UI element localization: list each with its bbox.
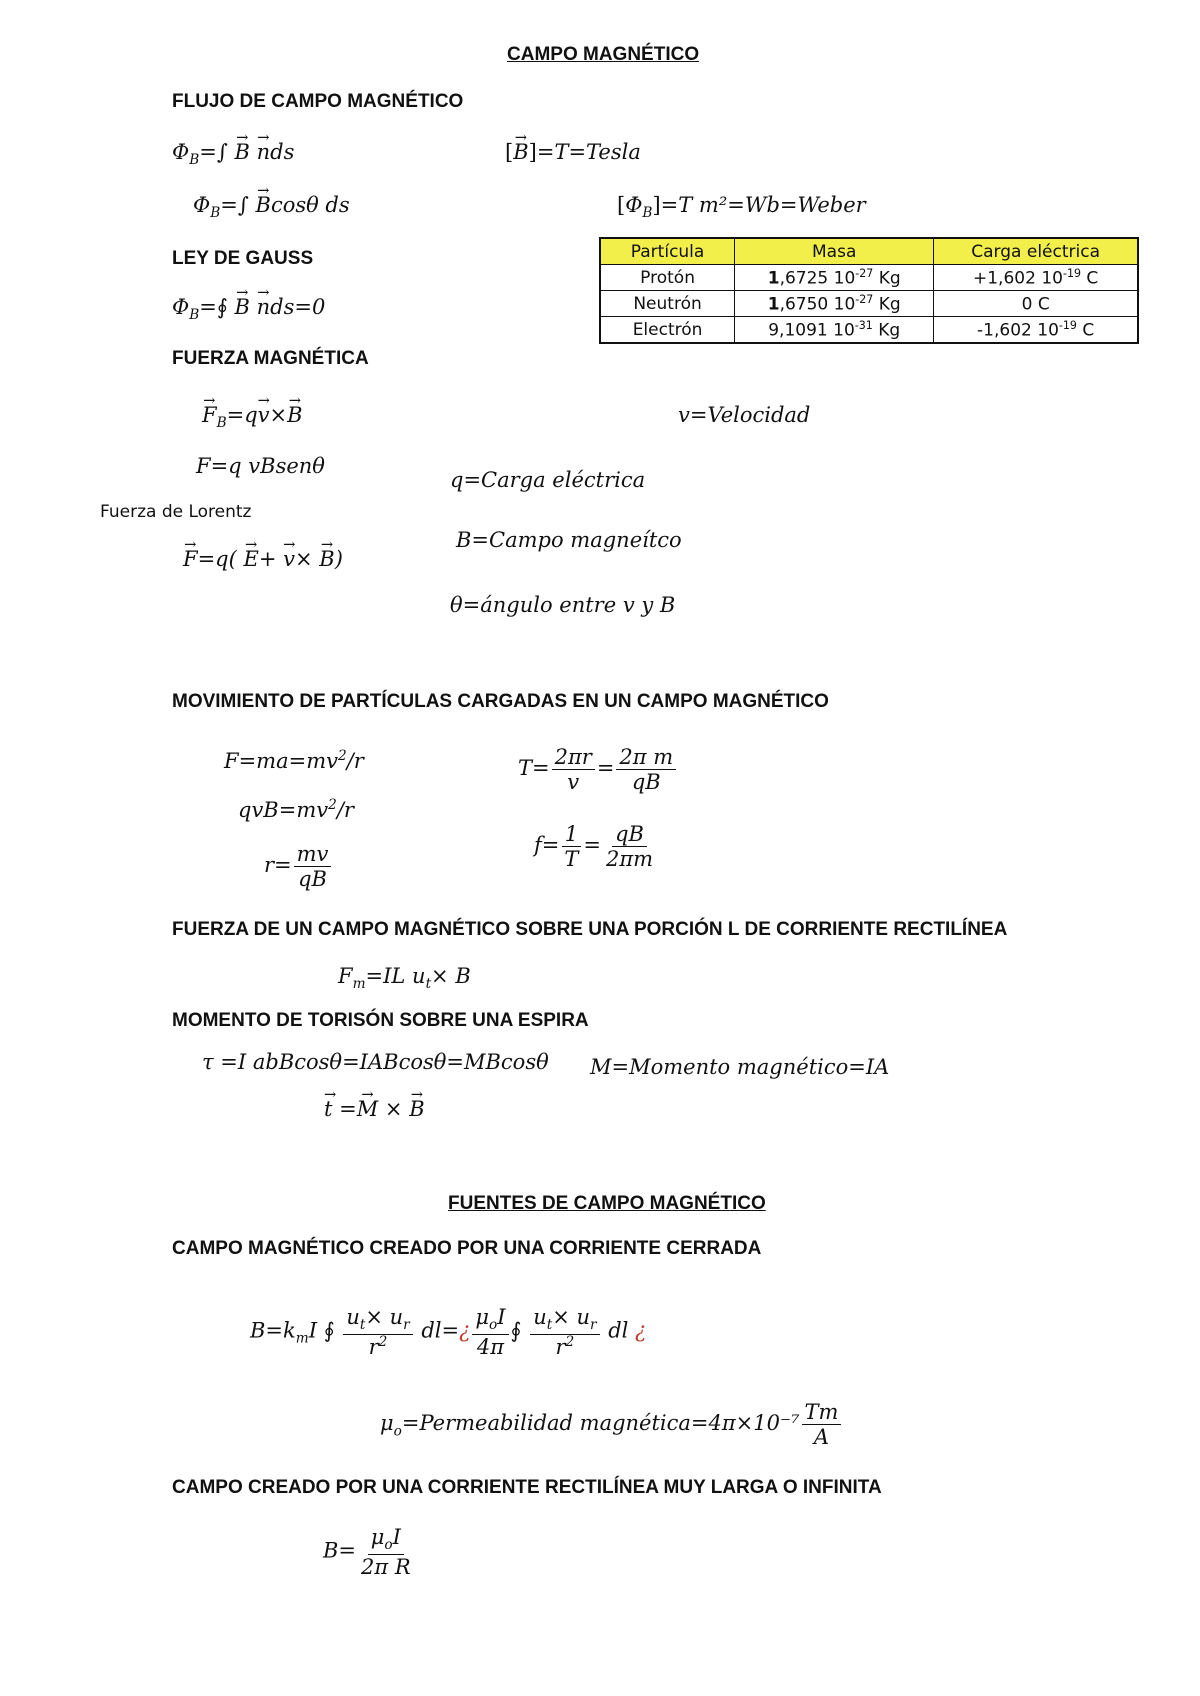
equation-flux-cos: $\Phi_B=\int \to Bcos\theta$ ds <box>193 193 350 221</box>
label-lorentz: Fuerza de Lorentz <box>100 502 252 522</box>
equation-period: T= $\frac{2\pi r}{v}$ = $\frac{\text{2π m}}{qB}$ <box>518 745 678 794</box>
permeability-label: =Permeabilidad magnética=4π×10⁻⁷ <box>401 1411 800 1436</box>
equation-frequency: f= $\frac{1}{T}$ = $\frac{qB}{2\pi m}$ <box>534 822 654 872</box>
table-row <box>600 291 1138 317</box>
section-heading-flujo: FLUJO DE CAMPO MAGNÉTICO <box>172 91 464 112</box>
weber-label: =T m²=Wb=Weber <box>660 193 866 217</box>
section-heading-corriente-cerrada: CAMPO MAGNÉTICO CREADO POR UNA CORRIENTE CERRADA <box>172 1238 762 1259</box>
section-heading-momento: MOMENTO DE TORISÓN SOBRE UNA ESPIRA <box>172 1010 589 1031</box>
fuentes-title: FUENTES DE CAMPO MAGNÉTICO <box>448 1193 766 1214</box>
equation-newton: $F=ma=mv^2/r$ <box>224 748 364 773</box>
label-carga: q=Carga eléctrica <box>450 468 646 492</box>
section-heading-movimiento: MOVIMIENTO DE PARTÍCULAS CARGADAS EN UN CAMPO MAGNÉTICO <box>172 691 829 712</box>
table-row <box>600 265 1138 291</box>
label-campo: B=Campo magneítco <box>456 528 682 552</box>
equation-radius: r= $\frac{mv}{qB}$ <box>264 842 333 891</box>
particle-table-header <box>600 238 1138 265</box>
particle-charge: +1,602 $10^{-19}$ C <box>934 265 1138 291</box>
equation-torque-vector: → t =→ M × → B <box>324 1097 425 1121</box>
label-velocidad: v=Velocidad <box>678 403 811 427</box>
particle-table <box>599 237 1139 344</box>
header-carga: Carga eléctrica <box>934 238 1138 265</box>
header-particula: Partícula <box>600 238 735 265</box>
equation-flux-integral: $\Phi_B=\int \to B$ → nds <box>172 140 294 168</box>
tesla-label: =T=Tesla <box>536 140 641 164</box>
equation-permeability: $\mu_o=Permeabilidad$ magnética=4π×10⁻⁷ $\frac{Tm}{A}$ <box>380 1400 843 1449</box>
equation-infinite-wire: B= $\frac{\mu_oI}{\text{2π R}}$ <box>323 1525 411 1579</box>
equation-force-vector: → $F_B=q\to v\times\to B$ <box>202 403 303 431</box>
label-momento-magnetico: M=Momento magnético=IA <box>590 1055 890 1079</box>
particle-charge: -1,602 $10^{-19}$ C <box>934 317 1138 344</box>
particle-mass: 9,1091 $10^{-31}$ Kg <box>735 317 934 344</box>
equation-biot-savart: $B=k_mI$ ∮ $\frac{u_t\times u_r}{r^2}$ dl=¿ $\frac{\mu_oI}{4\pi}$ ∮ $\frac{u_t\times u_r}{r^2}$ dl ¿ <box>250 1305 647 1359</box>
equation-gauss: $\Phi_B=∮ \to B \to nds=0$ <box>172 295 325 323</box>
particle-mass: 1,6750 $10^{-27}$ Kg <box>735 291 934 317</box>
section-heading-fuerza-corriente: FUERZA DE UN CAMPO MAGNÉTICO SOBRE UNA PORCIÓN L DE CORRIENTE RECTILÍNEA <box>172 919 1008 940</box>
particle-mass: 1,6725 $10^{-27}$ Kg <box>735 265 934 291</box>
equation-tesla-unit: [→ B]=T=Tesla <box>505 140 641 164</box>
equation-lorentz: → F=q( → E+ → v× → B) <box>183 547 343 571</box>
particle-name: Neutrón <box>600 291 735 317</box>
equation-current-force: $F_m=IL$ $u_t\times B$ <box>338 964 471 993</box>
page-title: CAMPO MAGNÉTICO <box>507 44 700 65</box>
section-heading-gauss: LEY DE GAUSS <box>172 248 314 269</box>
particle-name: Electrón <box>600 317 735 344</box>
label-angulo: θ=ángulo entre v y B <box>450 593 676 617</box>
equation-weber-unit: $[\Phi_B]=T$ m²=Wb=Weber <box>617 193 866 222</box>
header-masa: Masa <box>735 238 934 265</box>
equation-force-scalar: F=q vBsenθ <box>196 454 325 478</box>
particle-name: Protón <box>600 265 735 291</box>
particle-charge: 0 C <box>934 291 1138 317</box>
equation-qvb: $qvB=mv^2/r$ <box>238 797 354 822</box>
section-heading-corriente-rectilinea: CAMPO CREADO POR UNA CORRIENTE RECTILÍNEA MUY LARGA O INFINITA <box>172 1477 882 1498</box>
section-heading-fuerza: FUERZA MAGNÉTICA <box>172 348 369 369</box>
equation-torque: τ =I abBcosθ=IABcosθ=MBcosθ <box>202 1050 549 1074</box>
table-row <box>600 317 1138 344</box>
